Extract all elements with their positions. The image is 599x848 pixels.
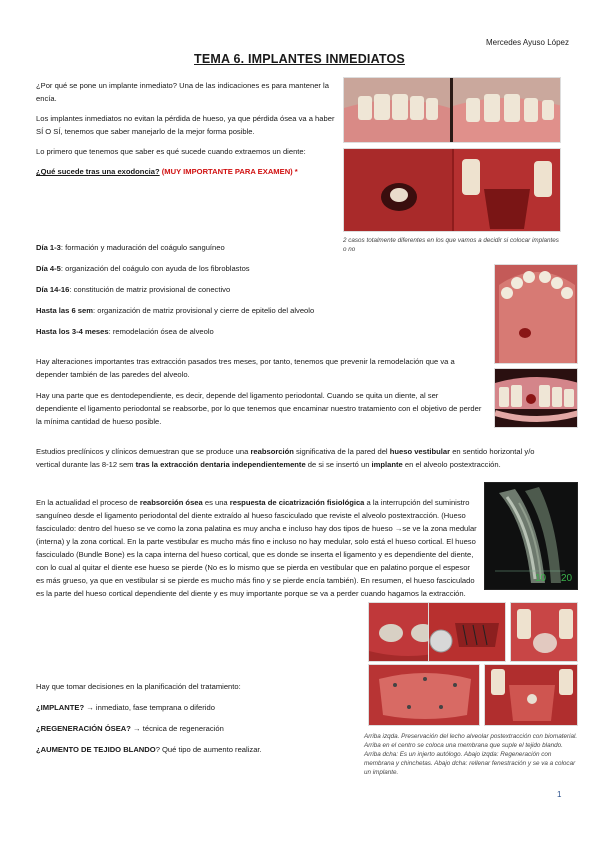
timeline-item: Día 4-5: organización del coágulo con ayuda de los fibroblastos xyxy=(36,264,250,273)
caption-regeneration: Arriba izqda. Preservación del lecho alveolar postextracción con biomaterial. Arriba en el centro se coloca una membrana que suple el tejido blando. Arriba dcha: Es un injerto autólogo. Abajo izqda: Regeneración con membrana y chinchetas. Abajo dcha: rellenar fenestración y se va a colocar un implante. xyxy=(364,733,578,776)
intro-paragraph-1: ¿Por qué se pone un implante inmediato? Una de las indicaciones es para mantener la encía. xyxy=(36,81,329,103)
timeline-item: Hasta los 3-4 meses: remodelación ósea de alveolo xyxy=(36,327,214,336)
xray-tick-label: 10 xyxy=(535,573,547,584)
intro-paragraph-2: Los implantes inmediatos no evitan la pérdida de hueso, ya que pérdida ósea va a haber SÍ O SÍ, tenemos que saber manejarlo de la mejor forma posible. xyxy=(36,114,335,136)
changes-paragraph: Hay alteraciones importantes tras extracción pasados tres meses, por tanto, tenemos que prevenir la remodelación que va a depender también de las paredes del alveolo. xyxy=(36,357,455,379)
clinical-photo-occlusal xyxy=(494,264,578,364)
studies-paragraph: Estudios preclínicos y clínicos demuestran que se produce una reabsorción significativa de la pared del hueso vestibular en sentido horizontal y/o vertical durante las 8-12 sem tras la extracción dentaria independientemente de si se insertó un implante en el alveolo postextracción. xyxy=(36,447,535,469)
photo-membrane-pins xyxy=(368,664,480,726)
clinical-photo-frontal xyxy=(494,368,578,428)
intro-block xyxy=(36,79,336,178)
healing-timeline xyxy=(36,241,476,338)
body-block-1 xyxy=(36,355,482,428)
exodoncia-question: ¿Qué sucede tras una exodoncia? xyxy=(36,167,160,176)
decision-soft-tissue: ¿AUMENTO DE TEJIDO BLANDO? Qué tipo de aumento realizar. xyxy=(36,745,262,754)
xray-tick-label: 20 xyxy=(561,573,573,584)
decision-implant: ¿IMPLANTE? → inmediato, fase temprana o diferido xyxy=(36,703,215,712)
caption-cases: 2 casos totalmente diferentes en los que vamos a decidir si colocar implantes o no xyxy=(343,237,559,253)
dentodependent-paragraph: Hay una parte que es dentodependiente, es decir, depende del ligamento periodontal. Cuando se quita un diente, al ser dependiente el ligamento periodontal se reabsorbe, por lo que tenemos que encaminar nuestro tratamiento con el objetivo de perder la mínima cantidad de hueso posible. xyxy=(36,391,482,426)
histology-image xyxy=(484,482,578,590)
photo-membrane xyxy=(428,602,506,662)
page-number: 1 xyxy=(557,790,562,799)
page-title: TEMA 6. IMPLANTES INMEDIATOS xyxy=(194,52,405,66)
exodoncia-heading xyxy=(36,165,336,178)
timeline-item: Hasta las 6 sem: organización de matriz provisional y cierre de epitelio del alveolo xyxy=(36,306,315,315)
decisions-intro: Hay que tomar decisiones en la planificación del tratamiento: xyxy=(36,682,241,691)
decisions-block xyxy=(36,680,366,756)
timeline-item: Día 14-16: constitución de matriz provisional de conectivo xyxy=(36,285,231,294)
photo-autologous-graft xyxy=(510,602,578,662)
intro-paragraph-3: Lo primero que tenemos que saber es qué sucede cuando extraemos un diente: xyxy=(36,147,306,156)
decision-regeneration: ¿REGENERACIÓN ÓSEA? → técnica de regeneración xyxy=(36,724,224,733)
exam-flag: (MUY IMPORTANTE PARA EXAMEN) * xyxy=(161,167,298,176)
author-name: Mercedes Ayuso López xyxy=(485,38,569,47)
clinical-photo-cases-surgery xyxy=(343,148,561,232)
resorption-paragraph: En la actualidad el proceso de reabsorción ósea es una respuesta de cicatrización fisiológica a la interrupción del suministro sanguíneo desde el ligamento periodontal del diente extraído al hueso fasciculado que reviste el alveolo postextracción. (Hueso fasciculado: dentro del hueso se ve como la zona palatina es muy ancha e incluso hay dos tipos de hueso →se ve la zona medular (interna) y la zona cortical. En la parte vestibular es mucho más fino e incluso no hay medular, solo está el hueso cortical. El hueso fasciculado (Bundle Bone) es la capa interna del hueso cortical, que es donde se inserta el ligamento y es dependiente del diente, con lo cual al quitar el diente ese hueso se pierde (No es lo mismo que se pierda en vestibular que en palatino porque el espesor es más grueso, ya que en vestibular si se pierde es mucho más fino y se pierde encía también). En resumen, el hueso fasciculado es la parte del hueso cortical dependiente del diente y es muy importante porque se va a perder cuando hagamos la extracción. xyxy=(36,498,477,598)
timeline-item: Día 1-3: formación y maduración del coágulo sanguíneo xyxy=(36,243,225,252)
photo-fenestration-fill xyxy=(484,664,578,726)
clinical-photo-cases-before xyxy=(343,77,561,143)
